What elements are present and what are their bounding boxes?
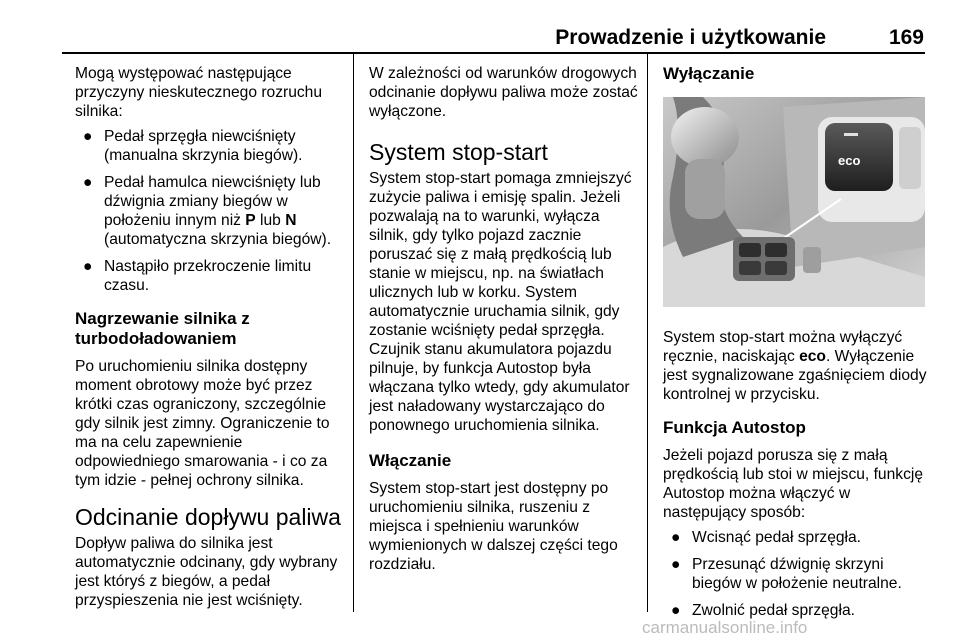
- enable-body: System stop-start jest dostępny po uruchomieniu silnika, ruszeniu z miejsca i spełnieniu warunków wymienionych w dalszej części tego rozdziału.: [369, 480, 618, 573]
- bullet-icon: ●: [83, 128, 93, 145]
- page-number: 169: [888, 26, 924, 49]
- column-1: [75, 64, 347, 610]
- bullet-icon: ●: [671, 556, 681, 573]
- column-divider-1: [353, 54, 354, 612]
- fuel-cutoff-body: Dopływ paliwa do silnika jest automatycznie odcinany, gdy wybrany jest któryś z biegów, a pedał przyspieszenia nie jest wciśnięty.: [75, 535, 338, 609]
- column-2: [369, 64, 639, 574]
- column-divider-2: [647, 54, 648, 612]
- list-item: ● Pedał sprzęgła niewciśnięty (manualna skrzynia biegów).: [83, 128, 303, 164]
- bullet-icon: ●: [671, 602, 681, 619]
- disable-heading: Wyłączanie: [663, 64, 755, 83]
- list-item: ● Zwolnić pedał sprzęgła.: [671, 602, 855, 619]
- eco-button-label: eco: [838, 153, 861, 168]
- chapter-title: Prowadzenie i użytkowanie: [555, 26, 826, 49]
- list-item: ● Wcisnąć pedał sprzęgła.: [671, 529, 862, 546]
- column-3: [663, 64, 928, 628]
- turbo-body: Po uruchomieniu silnika dostępny moment obrotowy może być przez krótki czas ograniczony, szczególnie gdy silnik jest zimny. Ograniczenie to ma na celu zapewnienie odpowiedniego smarowania - i co za tym idzie - pełnej ochrony silnika.: [75, 358, 330, 489]
- site-watermark: carmanualsonline.info: [642, 618, 808, 637]
- list-item: ● Pedał hamulca niewciśnięty lub dźwignia zmiany biegów w położeniu innym niż P lub N (automatyczna skrzynia biegów).: [83, 174, 332, 248]
- stop-start-body: System stop-start pomaga zmniejszyć zużycie paliwa i emisję spalin. Jeżeli pozwalają na to warunki, wyłącza silnik, gdy tylko pojazd zacznie poruszać się z małą prędkością lub stanie w miejscu, np. na światłach ulicznych lub w korku. System automatycznie uruchamia silnik, gdy zostanie wciśnięty pedał sprzęgła. Czujnik stanu akumulatora pojazdu pilnuje, by funkcja Autostop była włączana tylko wtedy, gdy akumulator jest naładowany wystarczająco do ponownego uruchomienia silnika.: [369, 170, 632, 434]
- stop-start-heading: System stop-start: [369, 139, 548, 165]
- enable-heading: Włączanie: [369, 451, 452, 470]
- autostop-steps-list: [663, 528, 928, 620]
- turbo-heading: Nagrzewanie silnika z turbodoładowaniem: [75, 309, 250, 348]
- header-rule: [62, 52, 925, 54]
- fuel-cutoff-continued: W zależności od warunków drogowych odcinanie dopływu paliwa może zostać wyłączone.: [369, 65, 638, 120]
- fuel-cutoff-heading: Odcinanie dopływu paliwa: [75, 504, 341, 530]
- autostop-body: Jeżeli pojazd porusza się z małą prędkością lub stoi w miejscu, funkcję Autostop można włączyć w następujący sposób:: [663, 447, 924, 521]
- disable-body: System stop-start można wyłączyć ręcznie, naciskając eco. Wyłączenie jest sygnalizowane zgaśnięciem diody kontrolnej w przycisku.: [663, 329, 927, 403]
- autostop-heading: Funkcja Autostop: [663, 418, 806, 437]
- start-failure-intro: Mogą występować następujące przyczyny nieskutecznego rozruchu silnika:: [75, 65, 323, 120]
- bullet-icon: ●: [671, 529, 681, 546]
- eco-button-photo-icon: [663, 97, 925, 307]
- list-item: ● Przesunąć dźwignię skrzyni biegów w położenie neutralne.: [671, 556, 902, 592]
- bullet-icon: ●: [83, 174, 93, 191]
- start-failure-list: [75, 127, 347, 295]
- list-item: ● Nastąpiło przekroczenie limitu czasu.: [83, 258, 312, 294]
- bullet-icon: ●: [83, 258, 93, 275]
